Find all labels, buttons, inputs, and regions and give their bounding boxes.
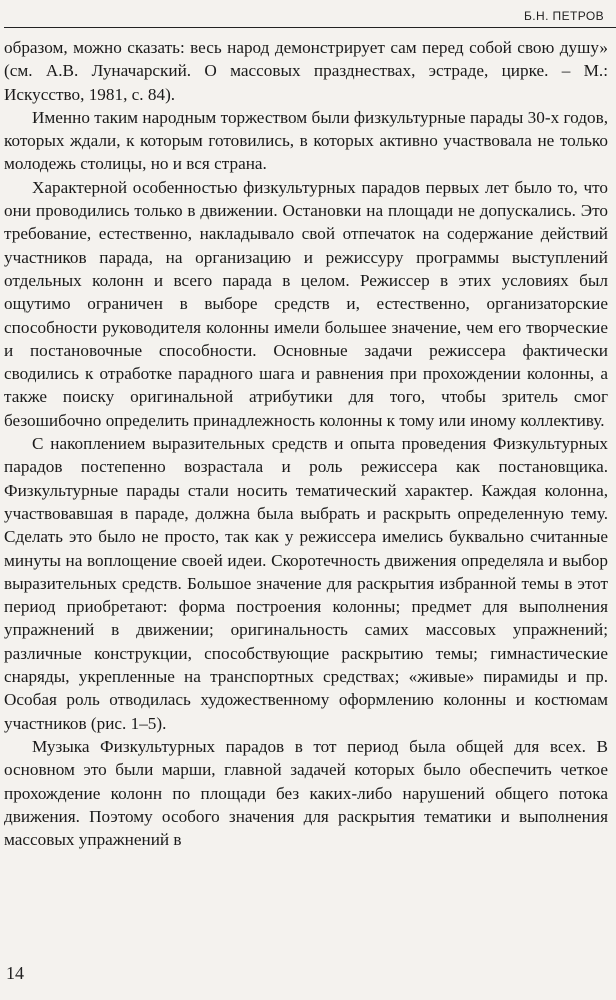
header-rule	[4, 27, 616, 28]
paragraph: Музыка Физкультурных парадов в тот период была общей для всех. В основном это были марши, главной задачей которых было обеспечить четкое прохождение колонн по площади без каких-либо нарушений общего потока движения. Поэтому особого значения для раскрытия тематики и выполнения массовых упражнений в	[4, 736, 608, 850]
running-head: Б.Н. ПЕТРОВ	[524, 9, 604, 23]
page-header	[0, 0, 616, 26]
paragraph: Характерной особенностью физкультурных парадов первых лет было то, что они проводились только в движении. Остановки на площади не допускались. Это требование, естественно, накладывало свой отпечаток на содержание действий участников парада, на организацию и режиссуру программы выступлений отдельных колонн и всего парада в целом. Режиссер в этих условиях был ощутимо ограничен в выборе средств и, естественно, организаторские способности руководителя колонны имели большее значение, чем его творческие и постановочные способности. Основные задачи режиссера фактически сводились к отработке парадного шага и равнения при прохождении колонны, а также поиску оригинальной атрибутики для того, чтобы зритель смог безошибочно определить принадлежность колонны к тому или иному коллективу.	[4, 177, 608, 430]
body-text	[4, 36, 608, 851]
paragraph-continued: образом, можно сказать: весь народ демонстрирует сам перед собой свою душу» (см. А.В. Луначарский. О массовых празднествах, эстраде, цирке. – М.: Искусство, 1981, с. 84).	[4, 38, 608, 104]
paragraph: Именно таким народным торжеством были физкультурные парады 30-х годов, которых ждали, к которым готовились, в которых активно участвовала не только молодежь столицы, но и вся страна.	[4, 107, 608, 174]
paragraph: С накоплением выразительных средств и опыта проведения Физкультурных парадов постепенно возрастала и роль режиссера как постановщика. Физкультурные парады стали носить тематический характер. Каждая колонна, участвовавшая в параде, должна была выбрать и раскрыть определенную тему. Сделать это было не просто, так как у режиссера имелись буквально считанные минуты на воплощение своей идеи. Скоротечность движения определяла и выбор выразительных средств. Большое значение для раскрытия избранной темы в этот период приобретают: форма построения колонны; предмет для выполнения упражнений в движении; оригинальность самих массовых упражнений; различные конструкции, способствующие раскрытию темы; гимнастические снаряды, укрепленные на транспортных средствах; «живые» пирамиды и пр. Особая роль отводилась художественному оформлению колонны и костюмам участников (рис. 1–5).	[4, 434, 608, 733]
page-number: 14	[6, 963, 24, 983]
